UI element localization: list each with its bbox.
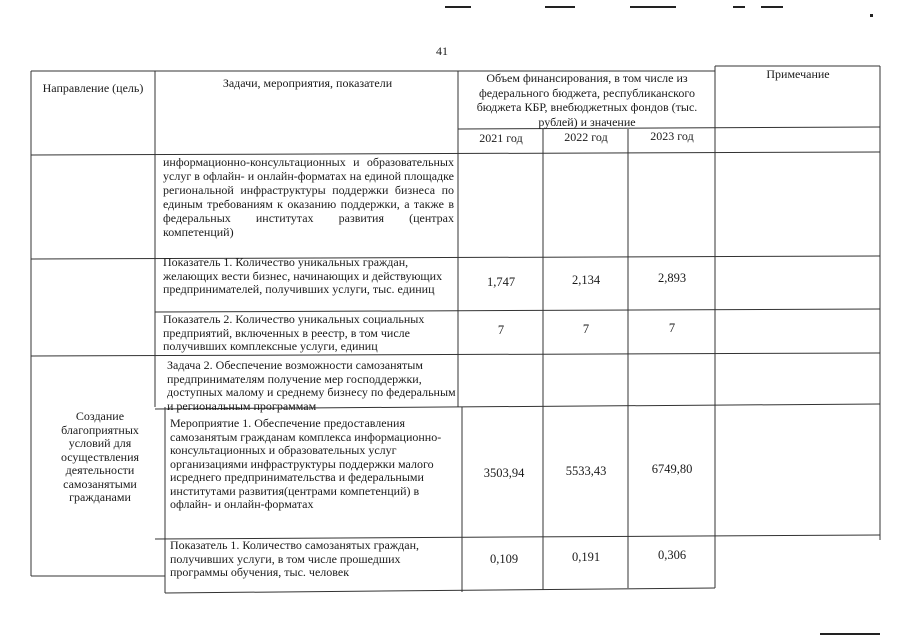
value-cell: 3503,94 (483, 466, 525, 480)
header-note: Примечание (766, 67, 830, 81)
value-cell: 7 (668, 321, 676, 335)
value-cell: 2,134 (571, 273, 601, 287)
task-cell: Показатель 1. Количество самозанятых граждан, получивших услуги, в том числе прошедших программы обучения, тыс. человек (170, 538, 419, 579)
value-cell: 6749,80 (651, 462, 693, 476)
value-cell: 7 (582, 322, 590, 336)
header-year-2023: 2023 год (650, 129, 694, 143)
value-cell: 0,109 (489, 552, 519, 566)
header-year-2022: 2022 год (564, 130, 608, 144)
task-cell: информационно-консультационных и образовательных услуг в офлайн- и онлайн-форматах на единой площадке региональной инфраструктуры поддержки бизнеса по единым требованиям к оказанию поддержки, а также в федеральных институтах развития (центрах компетенций) (163, 155, 454, 239)
task-cell: Показатель 1. Количество уникальных граждан, желающих вести бизнес, начинающих и действующих предпринимателей, получивших услуги, тыс. единиц (163, 255, 443, 296)
value-cell: 1,747 (486, 275, 516, 289)
header-year-2021: 2021 год (479, 131, 523, 145)
task-cell: Мероприятие 1. Обеспечение предоставления самозанятым гражданам комплекса информационно-консультационных и образовательных услуг организациями инфраструктуры поддержки малого исреднего предпринимательства и федеральными институтами развития(центрами компетенций) в офлайн- и онлайн-форматах (170, 416, 442, 511)
page-number: 41 (436, 44, 448, 58)
value-cell: 7 (497, 323, 505, 337)
value-cell: 0,191 (571, 550, 601, 564)
value-cell: 5533,43 (565, 464, 607, 478)
task-cell: Показатель 2. Количество уникальных социальных предприятий, включенных в реестр, в том числе получивших комплексные услуги, единиц (163, 312, 425, 353)
value-cell: 2,893 (657, 271, 687, 285)
value-cell: 0,306 (657, 548, 687, 562)
direction-text: Создание благоприятных условий для осуществления деятельности самозанятыми гражданами (60, 409, 140, 504)
task-cell: Задача 2. Обеспечение возможности самозанятым предпринимателям получение мер господдержки, доступных малому и среднему бизнесу по федеральным и региональным программам (167, 358, 456, 413)
header-financing: Объем финансирования, в том числе из федерального бюджета, республиканского бюджета КБР, внебюджетных фондов (тыс. рублей) и значение (476, 71, 698, 129)
header-tasks: Задачи, мероприятия, показатели (222, 76, 393, 90)
header-direction: Направление (цель) (42, 81, 144, 95)
